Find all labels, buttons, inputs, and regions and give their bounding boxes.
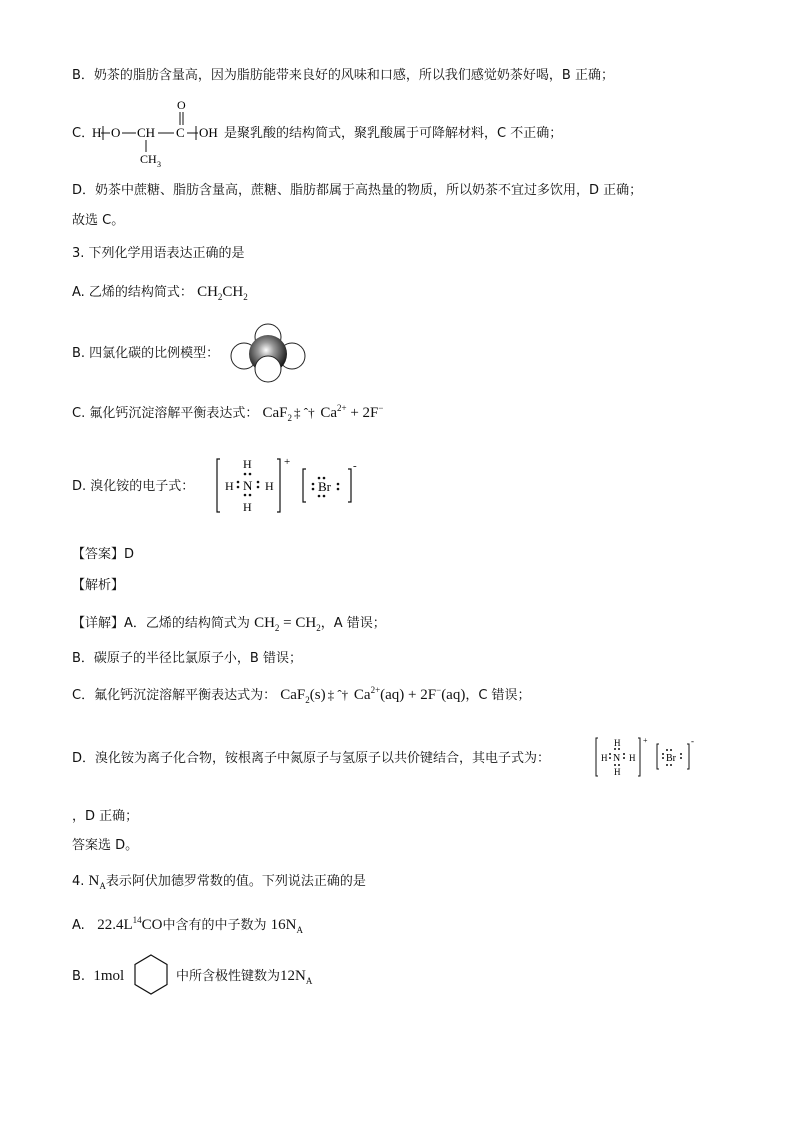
q3-option-a-label: A. 乙烯的结构简式：	[72, 285, 193, 300]
q4-stem: 4. $N_A$表示阿伏加德罗常数的值。下列说法正确的是	[72, 873, 366, 891]
pla-c: C	[176, 125, 185, 140]
br-symbol: Br	[318, 479, 331, 494]
q3-option-d-label: D. 溴化铵的电子式：	[72, 479, 195, 494]
pla-o-double: O	[177, 98, 186, 112]
avogadro-symbol: $N_A$	[88, 873, 106, 891]
svg-text:H: H	[614, 767, 621, 777]
polar-bond-count: $12N_A$	[280, 968, 313, 986]
ammonium-bromide-electron-formula	[215, 455, 365, 517]
br-charge: -	[353, 460, 357, 472]
neutron-count: $16N_A$	[270, 917, 303, 935]
caf2-equilibrium-correct: CaF$_2$(s) ‡ ˆ† $Ca^{2+}(aq) + 2F^-(aq)$	[280, 685, 466, 705]
svg-text:H: H	[614, 738, 621, 748]
polylactic-acid-structure	[92, 97, 232, 169]
q3-option-a	[72, 283, 248, 302]
cyclohexane-hexagon-icon	[132, 953, 170, 997]
q3-option-b-label: B. 四氯化碳的比例模型：	[72, 346, 220, 361]
ethylene-formula-correct: $CH_2 = CH_2$	[254, 615, 321, 633]
detail-d-suffix: ，D 正确；	[72, 809, 139, 824]
q4-option-b-label: B. 1mol	[72, 968, 125, 984]
nh4-charge: +	[284, 456, 291, 468]
pla-ch3-sub: 3	[157, 160, 161, 169]
q2-option-c-text: 是聚乳酸的结构简式，聚乳酸属于可降解材料，C 不正确；	[224, 126, 563, 141]
pla-h: H	[92, 125, 102, 140]
pla-ch3: CH	[140, 152, 157, 166]
co-14-formula: $22.4L^{14}CO$	[97, 915, 163, 933]
q2-option-c-prefix: C．	[72, 126, 95, 141]
ccl4-space-filling-model-icon	[230, 320, 306, 382]
pla-oh: OH	[199, 125, 218, 140]
nh4-n: N	[243, 478, 253, 493]
ammonium-bromide-electron-formula-small	[594, 735, 702, 780]
q3-stem: 3. 下列化学用语表达正确的是	[72, 246, 245, 261]
q3-option-c-label: C. 氟化钙沉淀溶解平衡表达式：	[72, 406, 259, 421]
nh4-h-bottom: H	[243, 500, 252, 514]
ethylene-formula-wrong: $CH_2CH_2$	[197, 284, 248, 302]
q4-option-a: A. $22.4L^{14}CO$中含有的中子数为 $16N_A$	[72, 915, 303, 935]
q2-option-d-text: D．奶茶中蔗糖、脂肪含量高，蔗糖、脂肪都属于高热量的物质，所以奶茶不宜过多饮用，D 正确；	[72, 183, 643, 198]
q3-option-c	[72, 404, 383, 423]
q4-option-b-text: 中所含极性键数为$12N_A$	[176, 968, 313, 986]
caf2-equilibrium-wrong: CaF$_2$ ‡ ˆ† $Ca^{2+} + 2F^-$	[262, 403, 384, 423]
svg-text:H: H	[629, 753, 636, 763]
q2-option-b-text: B．奶茶的脂肪含量高，因为脂肪能带来良好的风味和口感，所以我们感觉奶茶好喝，B 正确；	[72, 68, 614, 83]
svg-text:N: N	[613, 753, 621, 764]
nh4-h-right: H	[265, 479, 274, 493]
q3-conclusion: 答案选 D。	[72, 838, 139, 853]
nh4-h-top: H	[243, 457, 252, 471]
analysis-title: 【解析】	[72, 578, 125, 593]
q2-conclusion: 故选 C。	[72, 213, 125, 228]
svg-text:H: H	[601, 753, 608, 763]
svg-text:Br: Br	[666, 753, 676, 764]
detail-d-text: D．溴化铵为离子化合物，铵根离子中氮原子与氢原子以共价键结合，其电子式为：	[72, 751, 551, 766]
detail-b: B．碳原子的半径比氯原子小，B 错误；	[72, 651, 302, 666]
answer-label: 【答案】D	[72, 547, 135, 562]
svg-text:-: -	[691, 736, 694, 746]
nh4-h-left: H	[225, 479, 234, 493]
detail-a: 【详解】A．乙烯的结构简式为 $CH_2 = CH_2$，A 错误；	[72, 615, 386, 633]
pla-o: O	[111, 125, 121, 140]
detail-c: C．氟化钙沉淀溶解平衡表达式为： CaF$_2$(s) ‡ ˆ† $Ca^{2+}(aq) + 2F^-(aq)$，C 错误；	[72, 685, 531, 705]
pla-ch: CH	[137, 125, 156, 140]
svg-text:+: +	[643, 736, 648, 745]
